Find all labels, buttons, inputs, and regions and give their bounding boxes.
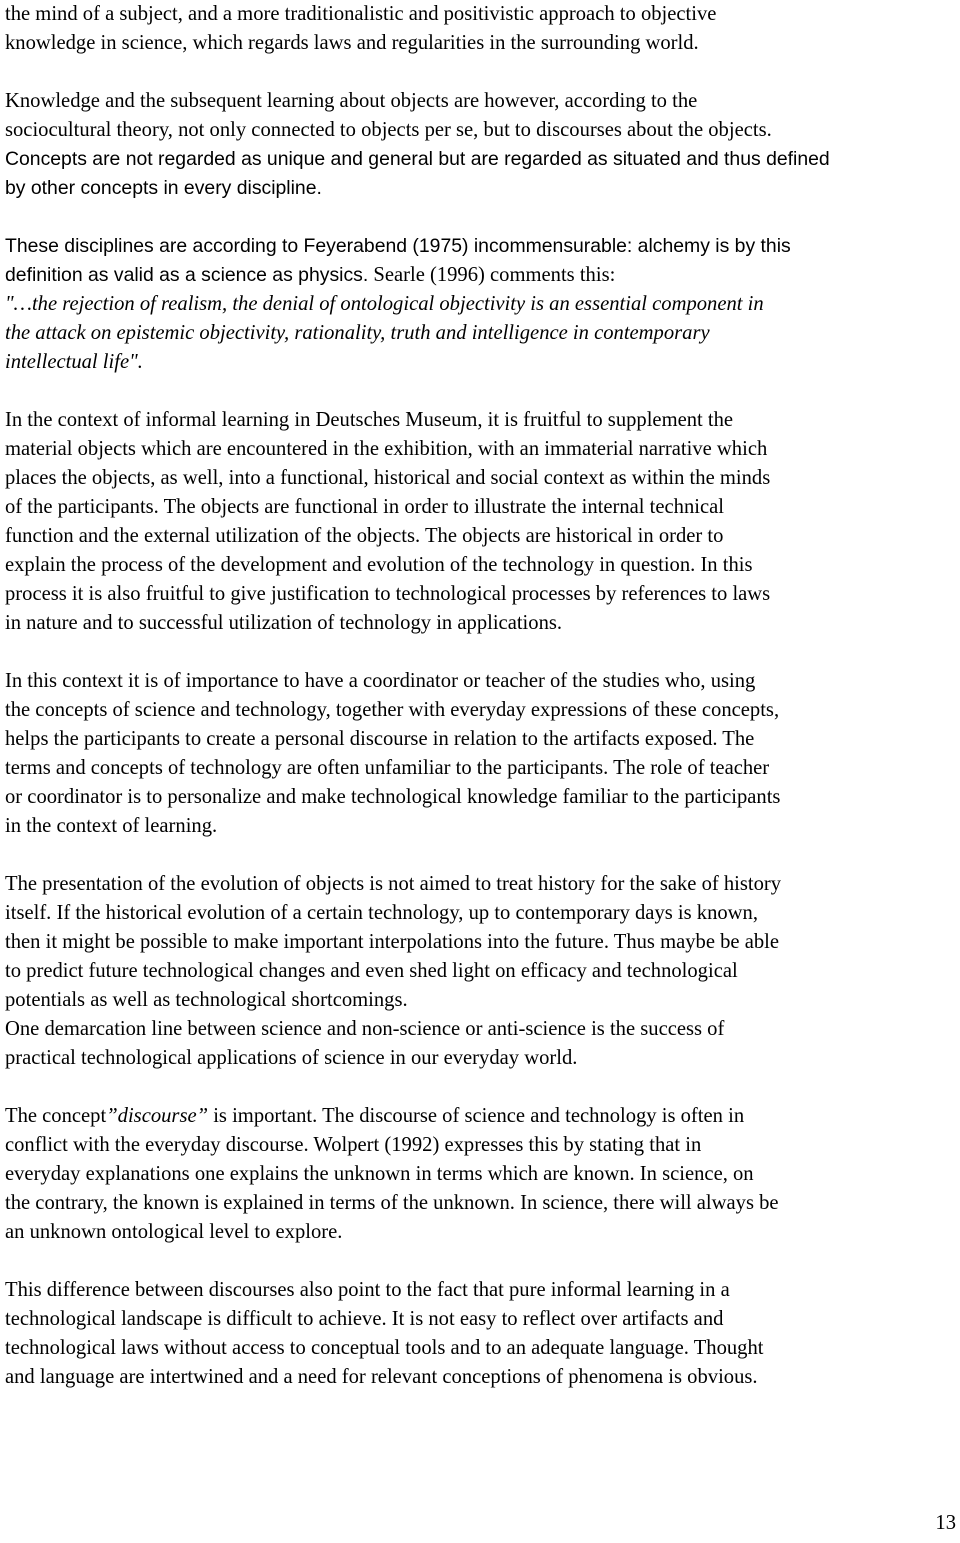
text-line: the contrary, the known is explained in terms of the unknown. In science, there will always be	[5, 1192, 779, 1214]
text-line: One demarcation line between science and non-science or anti-science is the success of	[5, 1018, 725, 1040]
paragraph-discourse	[5, 1102, 957, 1247]
paragraph-feyerabend	[5, 232, 957, 290]
text-line: technological laws without access to conceptual tools and to an adequate language. Thought	[5, 1337, 764, 1359]
text-line: material objects which are encountered in the exhibition, with an immaterial narrative which	[5, 438, 768, 460]
paragraph-informal-learning	[5, 406, 957, 638]
text-line: The presentation of the evolution of objects is not aimed to treat history for the sake of history	[5, 873, 782, 895]
text-line: terms and concepts of technology are often unfamiliar to the participants. The role of teacher	[5, 757, 770, 779]
paragraph-gap	[5, 1073, 957, 1102]
text-line: the concepts of science and technology, together with everyday expressions of these concepts,	[5, 699, 780, 721]
text-line: helps the participants to create a personal discourse in relation to the artifacts exposed. The	[5, 728, 755, 750]
paragraph-gap	[5, 203, 957, 232]
text-line: of the participants. The objects are functional in order to illustrate the internal technical	[5, 496, 724, 518]
text-line: in the context of learning.	[5, 815, 218, 837]
text-line-mixed	[5, 261, 957, 290]
text-line: technological landscape is difficult to achieve. It is not easy to reflect over artifacts and	[5, 1308, 724, 1330]
quote-line: "…the rejection of realism, the denial of ontological objectivity is an essential component in	[5, 293, 764, 315]
quote-line: the attack on epistemic objectivity, rationality, truth and intelligence in contemporary	[5, 322, 710, 344]
text-segment: is important. The discourse of science and technology is often in	[208, 1105, 745, 1127]
text-line: explain the process of the development and evolution of the technology in question. In this	[5, 554, 753, 576]
text-line: practical technological applications of science in our everyday world.	[5, 1047, 578, 1069]
text-segment: The concept	[5, 1105, 107, 1127]
text-line: potentials as well as technological shortcomings.	[5, 989, 408, 1011]
page-number: 13	[935, 1512, 956, 1534]
text-line: process it is also fruitful to give justification to technological processes by references to laws	[5, 583, 771, 605]
paragraph-sociocultural-theory	[5, 87, 957, 145]
text-line: function and the external utilization of the objects. The objects are historical in order to	[5, 525, 724, 547]
text-line: and language are intertwined and a need for relevant conceptions of phenomena is obvious.	[5, 1366, 758, 1388]
text-line: or coordinator is to personalize and make technological knowledge familiar to the participants	[5, 786, 781, 808]
paragraph-concepts-sans	[5, 145, 957, 203]
text-line: then it might be possible to make important interpolations into the future. Thus maybe be able	[5, 931, 780, 953]
text-line: In this context it is of importance to have a coordinator or teacher of the studies who, using	[5, 670, 756, 692]
paragraph-difference	[5, 1276, 957, 1392]
text-line: an unknown ontological level to explore.	[5, 1221, 343, 1243]
discourse-term: ”discourse”	[106, 1105, 209, 1127]
text-line: These disciplines are according to Feyerabend (1975) incommensurable: alchemy is by this	[5, 235, 791, 257]
text-line: conflict with the everyday discourse. Wolpert (1992) expresses this by stating that in	[5, 1134, 702, 1156]
document-page	[5, 0, 957, 1392]
text-line: Knowledge and the subsequent learning about objects are however, according to the	[5, 90, 698, 112]
paragraph-evolution	[5, 870, 957, 1073]
text-line: to predict future technological changes and even shed light on efficacy and technological	[5, 960, 738, 982]
text-line: Concepts are not regarded as unique and general but are regarded as situated and thus defined	[5, 148, 830, 170]
text-line: sociocultural theory, not only connected to objects per se, but to discourses about the objects.	[5, 119, 772, 141]
text-segment: definition as valid as a science as physics.	[5, 264, 369, 286]
text-segment-serif: Searle (1996) comments this:	[368, 264, 616, 286]
text-line: itself. If the historical evolution of a certain technology, up to contemporary days is known,	[5, 902, 758, 924]
paragraph-coordinator	[5, 667, 957, 841]
text-line: by other concepts in every discipline.	[5, 177, 322, 199]
text-line: places the objects, as well, into a functional, historical and social context as within the minds	[5, 467, 771, 489]
text-line: the mind of a subject, and a more traditionalistic and positivistic approach to objective	[5, 3, 717, 25]
paragraph-intro-tail	[5, 0, 957, 58]
text-line: This difference between discourses also point to the fact that pure informal learning in a	[5, 1279, 730, 1301]
searle-quote	[5, 290, 957, 377]
text-line-mixed	[5, 1102, 957, 1131]
quote-line: intellectual life".	[5, 351, 143, 373]
paragraph-gap	[5, 377, 957, 406]
text-line: everyday explanations one explains the unknown in terms which are known. In science, on	[5, 1163, 754, 1185]
paragraph-gap	[5, 638, 957, 667]
text-line: In the context of informal learning in Deutsches Museum, it is fruitful to supplement the	[5, 409, 734, 431]
paragraph-gap	[5, 58, 957, 87]
text-line: in nature and to successful utilization of technology in applications.	[5, 612, 563, 634]
text-line: knowledge in science, which regards laws and regularities in the surrounding world.	[5, 32, 699, 54]
paragraph-gap	[5, 841, 957, 870]
paragraph-gap	[5, 1247, 957, 1276]
